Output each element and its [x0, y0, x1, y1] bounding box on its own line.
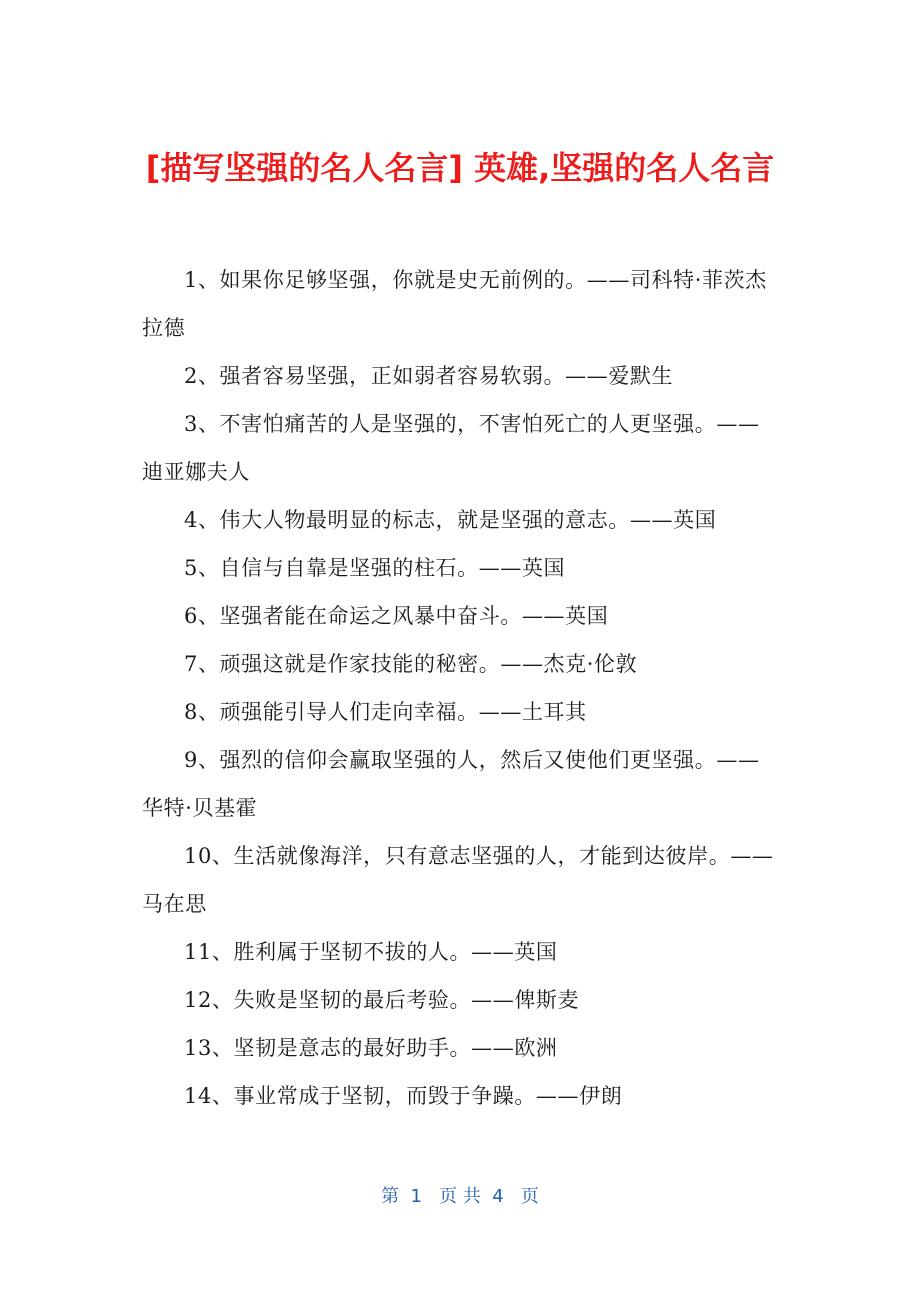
quote-item: 10、生活就像海洋，只有意志坚强的人，才能到达彼岸。——马在思	[142, 844, 774, 916]
quote-item: 14、事业常成于坚韧，而毁于争躁。——伊朗	[184, 1084, 623, 1108]
page-title: [描写坚强的名人名言] 英雄,坚强的名人名言	[145, 149, 775, 187]
page-number-footer: 第 1 页 共 4 页	[381, 1186, 539, 1207]
quote-item: 13、坚韧是意志的最好助手。——欧洲	[184, 1036, 558, 1060]
quote-item: 9、强烈的信仰会赢取坚强的人，然后又使他们更坚强。——华特·贝基霍	[142, 748, 760, 820]
quote-item: 6、坚强者能在命运之风暴中奋斗。——英国	[184, 604, 609, 628]
quote-item: 4、伟大人物最明显的标志，就是坚强的意志。——英国	[184, 508, 717, 532]
quote-item: 5、自信与自靠是坚强的柱石。——英国	[184, 556, 566, 580]
quote-list	[142, 256, 778, 1120]
quote-item: 2、强者容易坚强，正如弱者容易软弱。——爱默生	[184, 364, 674, 388]
quote-item: 3、不害怕痛苦的人是坚强的，不害怕死亡的人更坚强。——迪亚娜夫人	[142, 412, 760, 484]
quote-item: 11、胜利属于坚韧不拔的人。——英国	[184, 940, 558, 964]
quote-item: 1、如果你足够坚强，你就是史无前例的。——司科特·菲茨杰拉德	[142, 268, 767, 340]
quote-item: 8、顽强能引导人们走向幸福。——土耳其	[184, 700, 587, 724]
quote-item: 12、失败是坚韧的最后考验。——俾斯麦	[184, 988, 580, 1012]
quote-item: 7、顽强这就是作家技能的秘密。——杰克·伦敦	[184, 652, 638, 676]
